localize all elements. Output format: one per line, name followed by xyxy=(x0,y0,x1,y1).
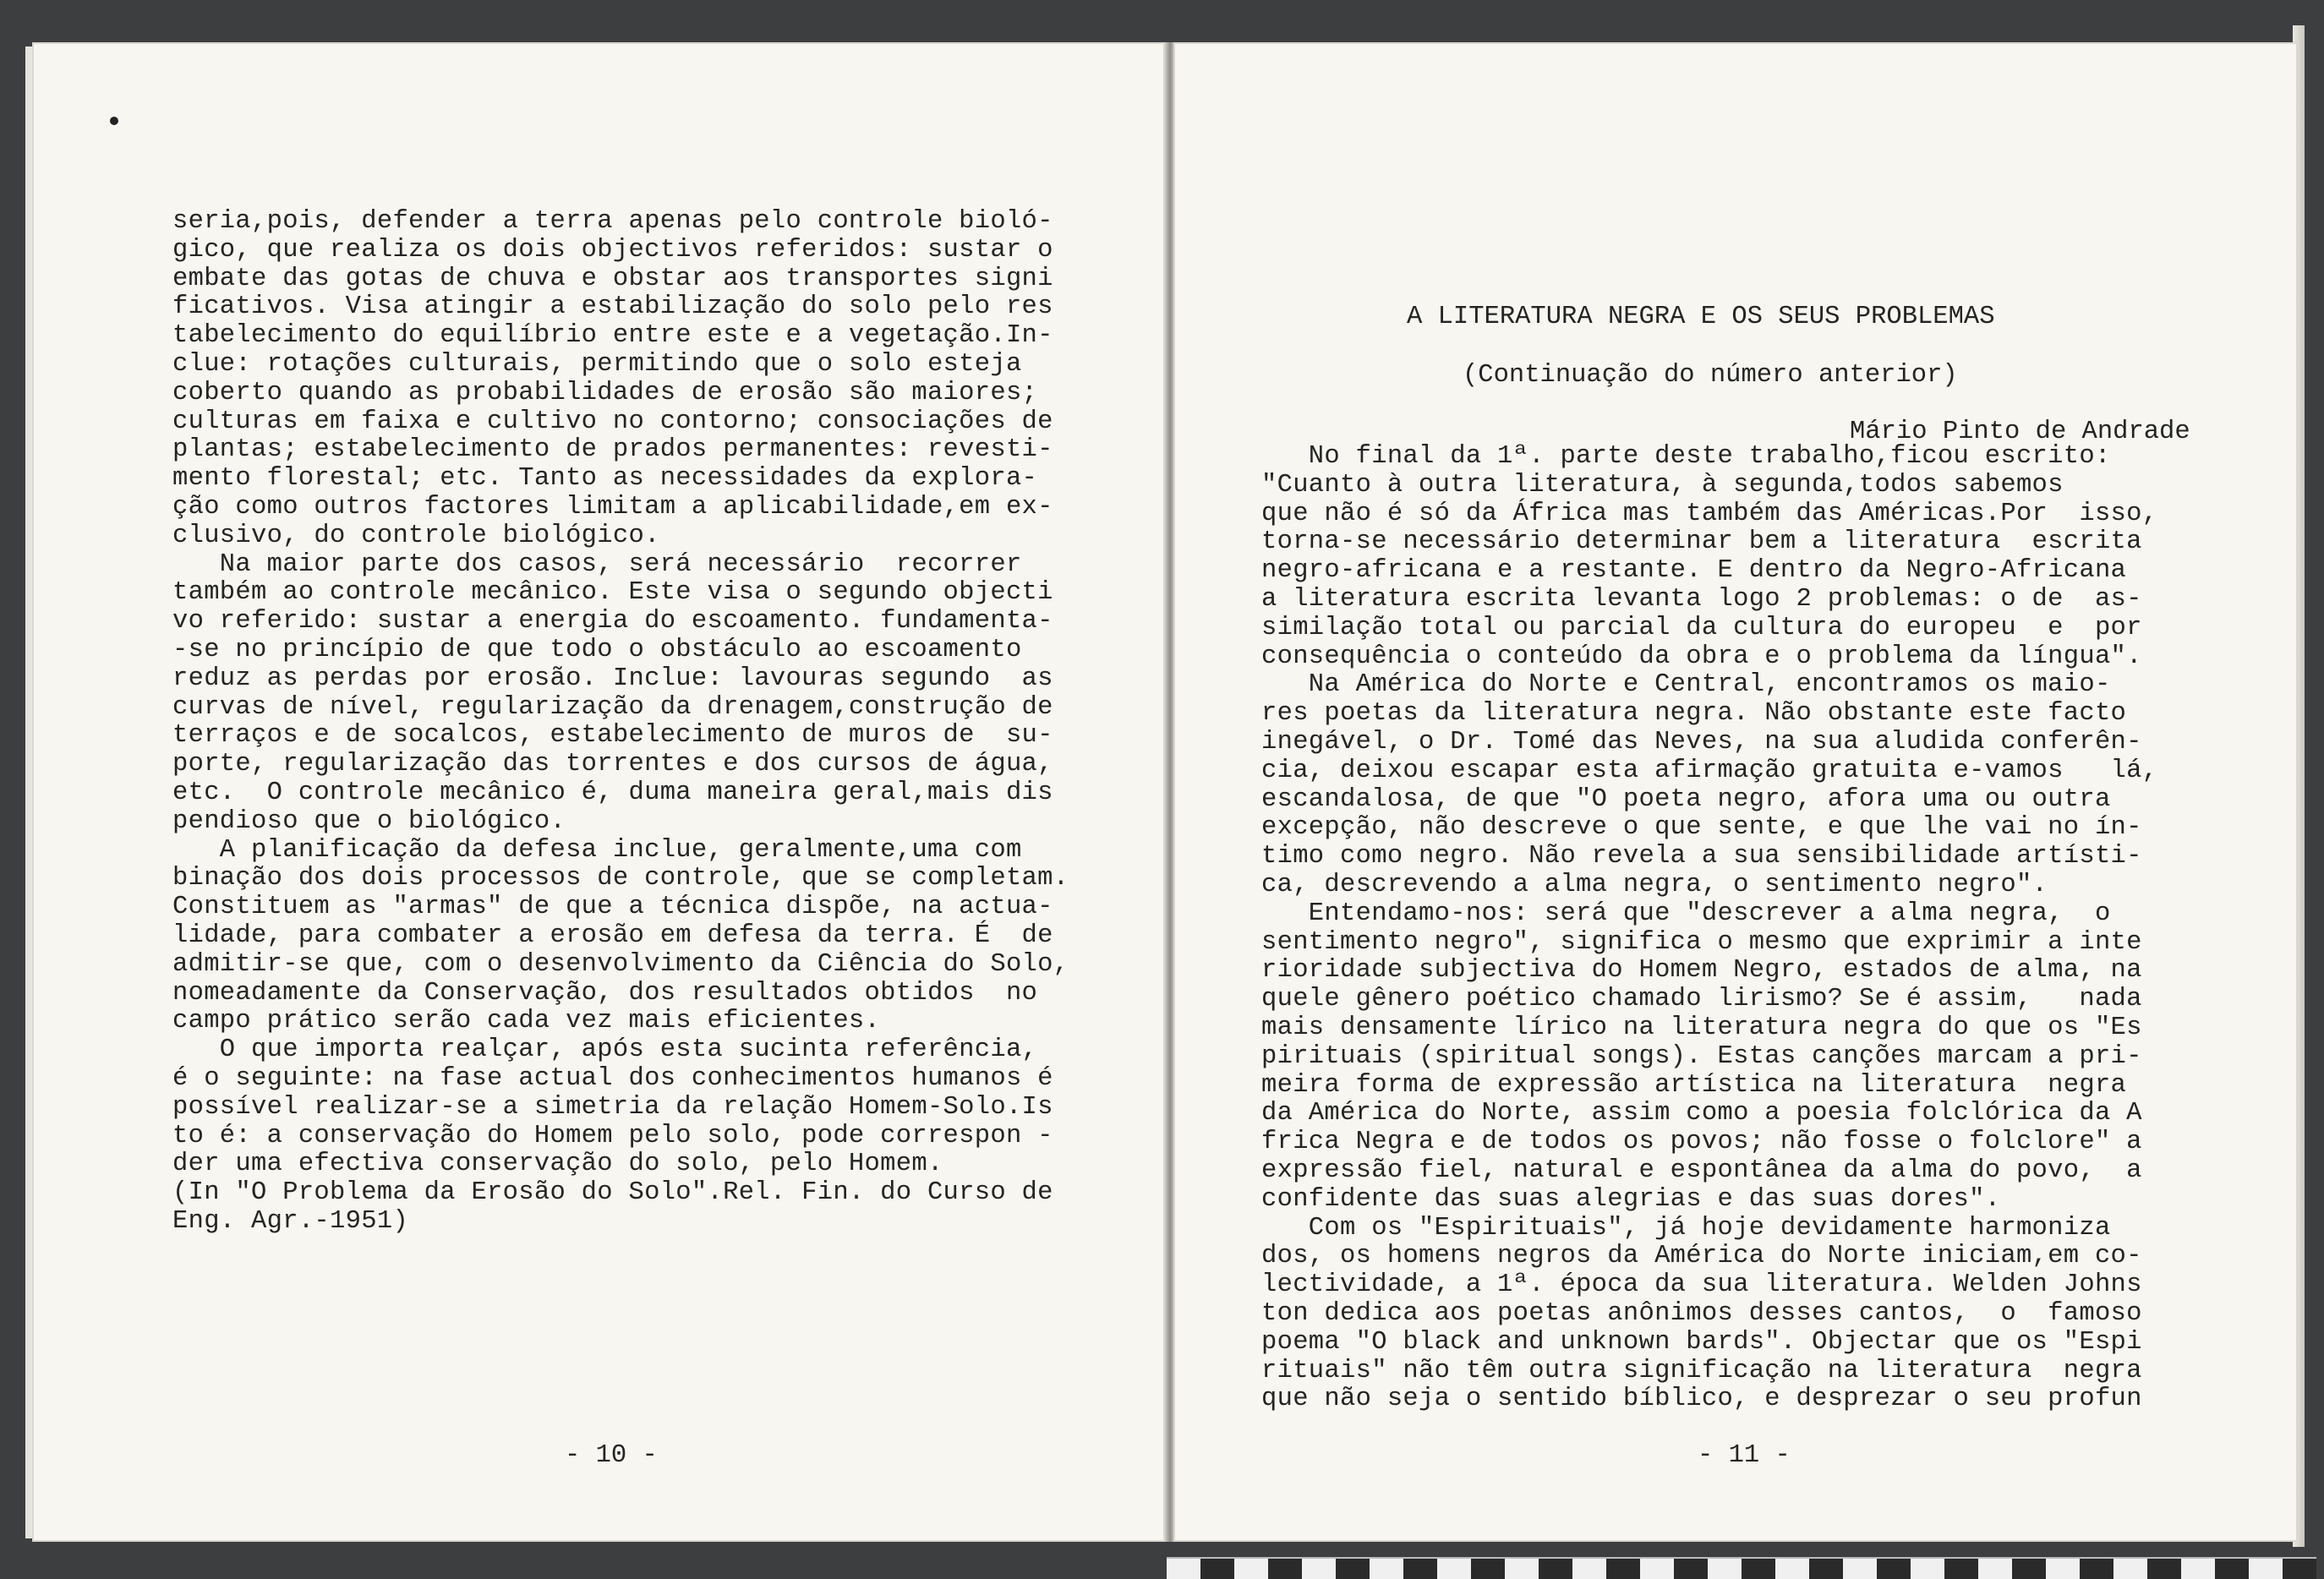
text-line: A planificação da defesa inclue, geralmente,uma com xyxy=(172,835,1022,865)
text-line: "Cuanto à outra literatura, à segunda,todos sabemos xyxy=(1261,470,2064,500)
text-line: clue: rotações culturais, permitindo que o solo esteja xyxy=(172,349,1022,379)
text-line: culturas em faixa e cultivo no contorno; consociações de xyxy=(172,407,1053,436)
text-line: confidente das suas alegrias e das suas dores". xyxy=(1261,1184,2001,1214)
text-line: ção como outros factores limitam a aplicabilidade,em ex- xyxy=(172,492,1053,522)
text-line: coberto quando as probabilidades de erosão são maiores; xyxy=(172,378,1038,407)
text-line: consequência o conteúdo da obra e o problema da língua". xyxy=(1261,642,2142,671)
text-line: der uma efectiva conservação do solo, pelo Homem. xyxy=(172,1150,943,1179)
text-line: -se no princípio de que todo o obstáculo ao escoamento xyxy=(172,635,1022,664)
text-line: inegável, o Dr. Tomé das Neves, na sua aludida conferên- xyxy=(1261,727,2142,757)
left-page-number: - 10 - xyxy=(565,1441,658,1470)
text-line: dos, os homens negros da América do Norte iniciam,em co- xyxy=(1261,1242,2142,1271)
text-line: pirituais (spiritual songs). Estas canções marcam a pri- xyxy=(1261,1041,2142,1071)
text-line: tabelecimento do equilíbrio entre este e a vegetação.In- xyxy=(172,321,1053,351)
text-line: lectividade, a 1ª. época da sua literatura. Welden Johns xyxy=(1261,1270,2142,1300)
text-line: O que importa realçar, após esta sucinta referência, xyxy=(172,1035,1038,1065)
text-line: a literatura escrita levanta logo 2 problemas: o de as- xyxy=(1261,584,2142,614)
text-line: ton dedica aos poetas anônimos desses cantos, o famoso xyxy=(1261,1298,2142,1328)
article-title: A LITERATURA NEGRA E OS SEUS PROBLEMAS xyxy=(1407,303,1995,331)
text-line: (In "O Problema da Erosão do Solo".Rel. Fin. do Curso de xyxy=(172,1178,1053,1208)
text-line: da América do Norte, assim como a poesia folclórica da A xyxy=(1261,1099,2142,1128)
text-line: excepção, não descreve o que sente, e que lhe vai no ín- xyxy=(1261,813,2142,843)
right-page-number: - 11 - xyxy=(1698,1441,1791,1470)
article-subtitle: (Continuação do número anterior) xyxy=(1463,361,1958,390)
text-line: curvas de nível, regularização da drenagem,construção de xyxy=(172,692,1053,722)
right-page-body xyxy=(1261,443,2157,1414)
text-line: Com os "Espirituais", já hoje devidamente harmoniza xyxy=(1261,1213,2111,1243)
text-line: res poetas da literatura negra. Não obstante este facto xyxy=(1261,699,2127,729)
text-line: seria,pois, defender a terra apenas pelo controle bioló- xyxy=(172,207,1053,236)
text-line: etc. O controle mecânico é, duma maneira geral,mais dis xyxy=(172,778,1053,807)
text-line: torna-se necessário determinar bem a literatura escrita xyxy=(1261,527,2142,557)
text-line: ficativos. Visa atingir a estabilização do solo pelo res xyxy=(172,292,1053,322)
text-line: Na América do Norte e Central, encontramos os maio- xyxy=(1261,670,2111,700)
text-line: rioridade subjectiva do Homem Negro, estados de alma, na xyxy=(1261,956,2142,986)
text-line: também ao controle mecânico. Este visa o segundo objecti xyxy=(172,578,1053,608)
text-line: porte, regularização das torrentes e dos cursos de água, xyxy=(172,750,1053,779)
text-line: gico, que realiza os dois objectivos referidos: sustar o xyxy=(172,235,1053,265)
text-line: Eng. Agr.-1951) xyxy=(172,1206,409,1236)
text-line: Na maior parte dos casos, será necessário recorrer xyxy=(172,549,1022,579)
text-line: quele gênero poético chamado lirismo? Se é assim, nada xyxy=(1261,985,2142,1014)
text-line: meira forma de expressão artística na literatura negra xyxy=(1261,1070,2127,1100)
text-line: ca, descrevendo a alma negra, o sentimento negro". xyxy=(1261,870,2048,899)
text-line: expressão fiel, natural e espontânea da alma do povo, a xyxy=(1261,1156,2142,1185)
scale-ruler xyxy=(1167,1557,2316,1579)
text-line: que não seja o sentido bíblico, e desprezar o seu profun xyxy=(1261,1385,2142,1414)
text-line: cia, deixou escapar esta afirmação gratuita e-vamos lá, xyxy=(1261,756,2158,785)
text-line: binação dos dois processos de controle, que se completam. xyxy=(172,864,1069,893)
text-line: frica Negra e de todos os povos; não fosse o folclore" a xyxy=(1261,1128,2142,1157)
text-line: admitir-se que, com o desenvolvimento da Ciência do Solo, xyxy=(172,949,1069,979)
text-line: escandalosa, de que "O poeta negro, afora uma ou outra xyxy=(1261,784,2111,814)
text-line: to é: a conservação do Homem pelo solo, pode correspon - xyxy=(172,1121,1053,1150)
text-line: nomeadamente da Conservação, dos resultados obtidos no xyxy=(172,978,1038,1008)
text-line: mento florestal; etc. Tanto as necessidades da explora- xyxy=(172,464,1038,494)
text-line: similação total ou parcial da cultura do europeu e por xyxy=(1261,613,2142,642)
text-line: Constituem as "armas" de que a técnica dispõe, na actua- xyxy=(172,893,1053,922)
text-line: vo referido: sustar a energia do escoamento. fundamenta- xyxy=(172,607,1053,637)
text-line: sentimento negro", significa o mesmo que exprimir a inte xyxy=(1261,927,2142,957)
text-line: mais densamente lírico na literatura negra do que os "Es xyxy=(1261,1013,2142,1042)
text-line: plantas; estabelecimento de prados permanentes: revesti- xyxy=(172,435,1053,465)
text-line: reduz as perdas por erosão. Inclue: lavouras segundo as xyxy=(172,664,1053,693)
text-line: terraços e de socalcos, estabelecimento de muros de su- xyxy=(172,721,1053,751)
punch-mark xyxy=(110,117,118,125)
text-line: rituais" não têm outra significação na literatura negra xyxy=(1261,1356,2142,1385)
right-page xyxy=(1173,42,2298,1542)
text-line: possível realizar-se a simetria da relação Homem-Solo.Is xyxy=(172,1092,1053,1122)
text-line: que não é só da África mas também das Américas.Por isso, xyxy=(1261,499,2158,528)
left-page xyxy=(32,42,1165,1542)
text-line: campo prático serão cada vez mais eficientes. xyxy=(172,1007,881,1036)
text-line: clusivo, do controle biológico. xyxy=(172,521,660,550)
text-line: negro-africana e a restante. E dentro da Negro-Africana xyxy=(1261,556,2127,586)
article-author: Mário Pinto de Andrade xyxy=(1850,418,2190,446)
text-line: poema "O black and unknown bards". Objectar que os "Espi xyxy=(1261,1327,2142,1357)
text-line: No final da 1ª. parte deste trabalho,ficou escrito: xyxy=(1261,442,2111,471)
text-line: é o seguinte: na fase actual dos conhecimentos humanos é xyxy=(172,1063,1053,1093)
text-line: pendioso que o biológico. xyxy=(172,806,566,836)
text-line: timo como negro. Não revela a sua sensibilidade artísti- xyxy=(1261,842,2142,871)
text-line: Entendamo-nos: será que "descrever a alma negra, o xyxy=(1261,899,2111,928)
left-page-body xyxy=(172,208,1069,1237)
text-line: lidade, para combater a erosão em defesa da terra. É de xyxy=(172,921,1053,950)
text-line: embate das gotas de chuva e obstar aos transportes signi xyxy=(172,264,1053,293)
